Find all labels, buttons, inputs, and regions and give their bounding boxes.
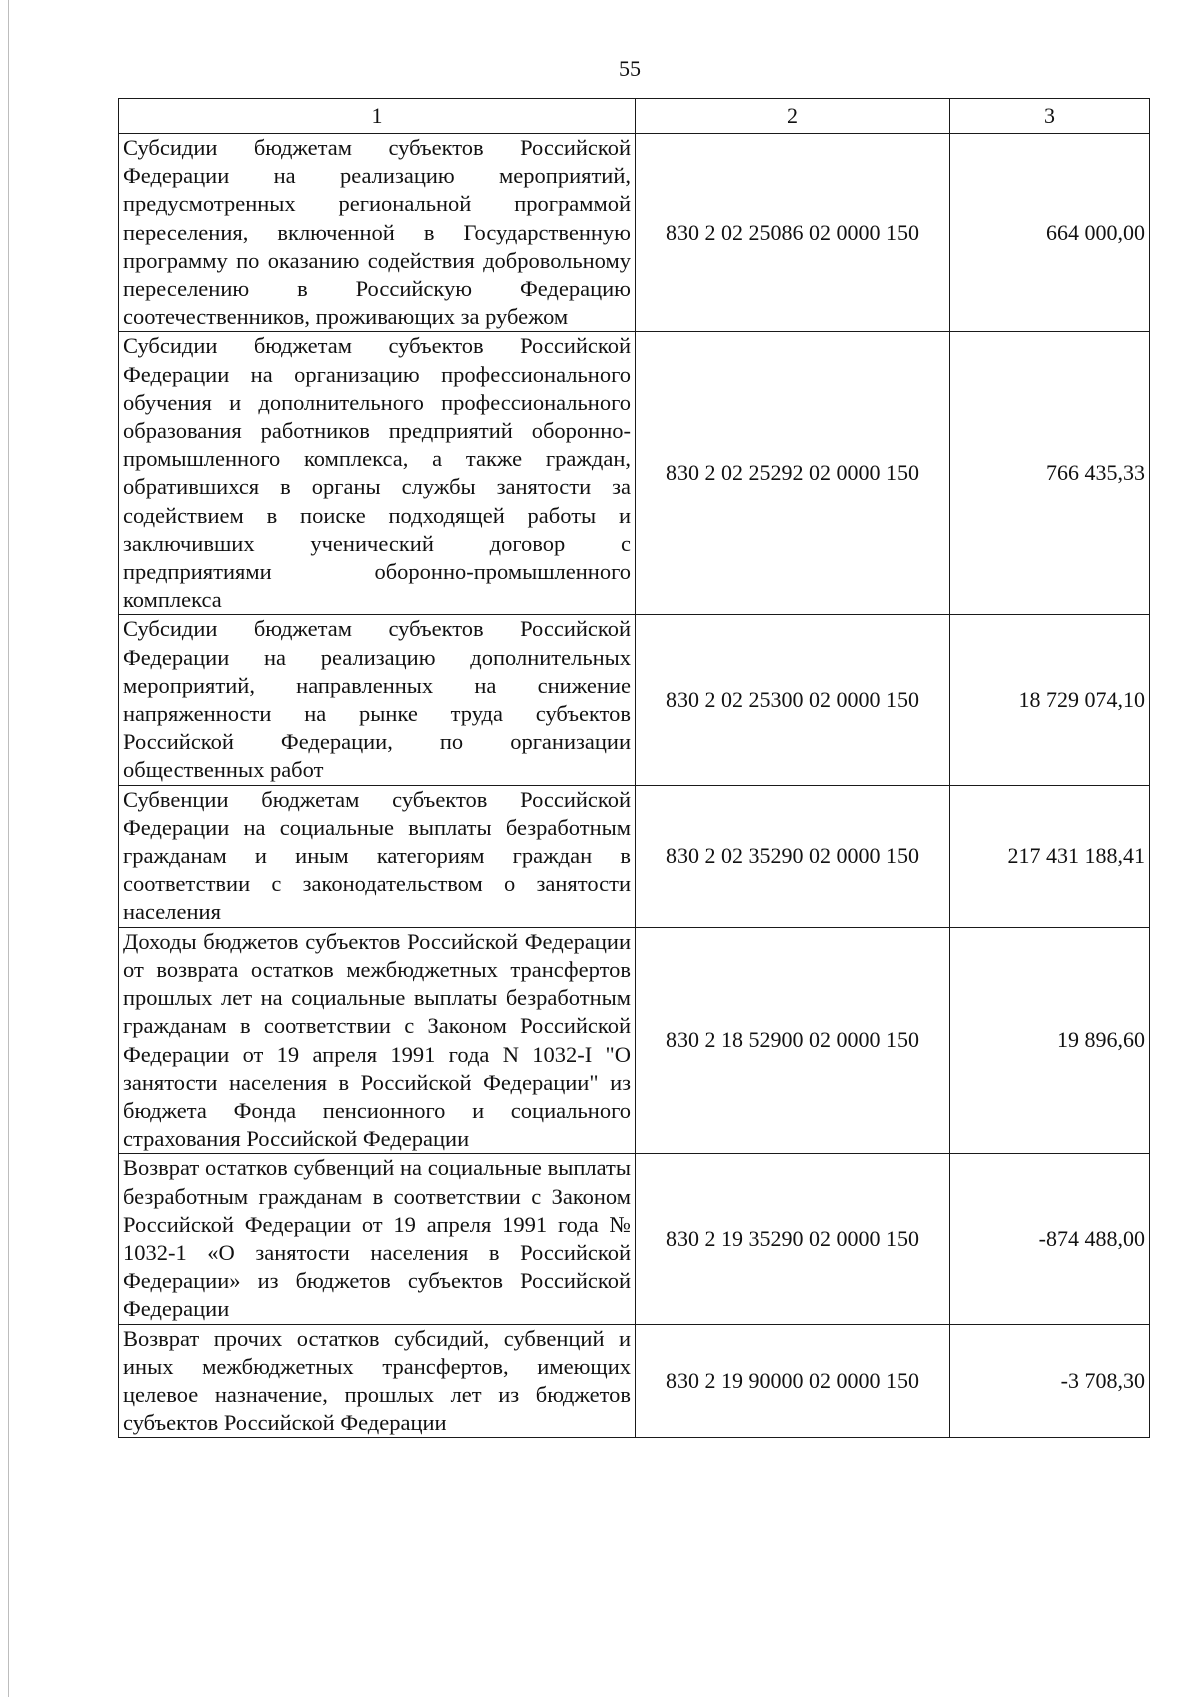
table-row <box>119 134 1150 332</box>
row-description: Возврат прочих остатков субсидий, субвенций и иных межбюджетных трансфертов, имеющих целевое назначение, прошлых лет из бюджетов субъектов Российской Федерации <box>119 1324 636 1438</box>
row-amount: 766 435,33 <box>950 332 1150 615</box>
table-row <box>119 1324 1150 1438</box>
budget-table <box>118 98 1150 1438</box>
table-row <box>119 615 1150 785</box>
row-code: 830 2 02 25086 02 0000 150 <box>636 134 950 332</box>
row-description: Субсидии бюджетам субъектов Российской Федерации на организацию профессионального обучения и дополнительного профессионального образования работников предприятий оборонно-промышленного комплекса, а также граждан, обратившихся в органы службы занятости за содействием в поиске подходящей работы и заключивших ученический договор с предприятиями оборонно-промышленного комплекса <box>119 332 636 615</box>
column-header-3: 3 <box>950 99 1150 134</box>
row-code: 830 2 19 35290 02 0000 150 <box>636 1154 950 1324</box>
table-row <box>119 785 1150 927</box>
row-amount: 19 896,60 <box>950 927 1150 1154</box>
row-description: Субвенции бюджетам субъектов Российской Федерации на социальные выплаты безработным гражданам и иным категориям граждан в соответствии с законодательством о занятости населения <box>119 785 636 927</box>
row-description: Возврат остатков субвенций на социальные выплаты безработным гражданам в соответствии с Законом Российской Федерации от 19 апреля 1991 года № 1032-1 «О занятости населения в Российской Федерации» из бюджетов субъектов Российской Федерации <box>119 1154 636 1324</box>
table-header-row <box>119 99 1150 134</box>
table-row <box>119 332 1150 615</box>
row-description: Субсидии бюджетам субъектов Российской Федерации на реализацию дополнительных мероприятий, направленных на снижение напряженности на рынке труда субъектов Российской Федерации, по организации общественных работ <box>119 615 636 785</box>
row-description: Субсидии бюджетам субъектов Российской Федерации на реализацию мероприятий, предусмотренных региональной программой переселения, включенной в Государственную программу по оказанию содействия добровольному переселению в Российскую Федерацию соотечественников, проживающих за рубежом <box>119 134 636 332</box>
row-code: 830 2 02 35290 02 0000 150 <box>636 785 950 927</box>
row-code: 830 2 18 52900 02 0000 150 <box>636 927 950 1154</box>
row-amount: 18 729 074,10 <box>950 615 1150 785</box>
column-header-1: 1 <box>119 99 636 134</box>
table-row <box>119 927 1150 1154</box>
column-header-2: 2 <box>636 99 950 134</box>
row-description: Доходы бюджетов субъектов Российской Федерации от возврата остатков межбюджетных трансфертов прошлых лет на социальные выплаты безработным гражданам в соответствии с Законом Российской Федерации от 19 апреля 1991 года N 1032-I "О занятости населения в Российской Федерации" из бюджета Фонда пенсионного и социального страхования Российской Федерации <box>119 927 636 1154</box>
row-amount: 217 431 188,41 <box>950 785 1150 927</box>
row-code: 830 2 19 90000 02 0000 150 <box>636 1324 950 1438</box>
scan-edge-line <box>8 0 9 1697</box>
row-amount: 664 000,00 <box>950 134 1150 332</box>
page-number: 55 <box>619 56 641 81</box>
row-amount: -874 488,00 <box>950 1154 1150 1324</box>
row-code: 830 2 02 25292 02 0000 150 <box>636 332 950 615</box>
row-amount: -3 708,30 <box>950 1324 1150 1438</box>
row-code: 830 2 02 25300 02 0000 150 <box>636 615 950 785</box>
table-row <box>119 1154 1150 1324</box>
